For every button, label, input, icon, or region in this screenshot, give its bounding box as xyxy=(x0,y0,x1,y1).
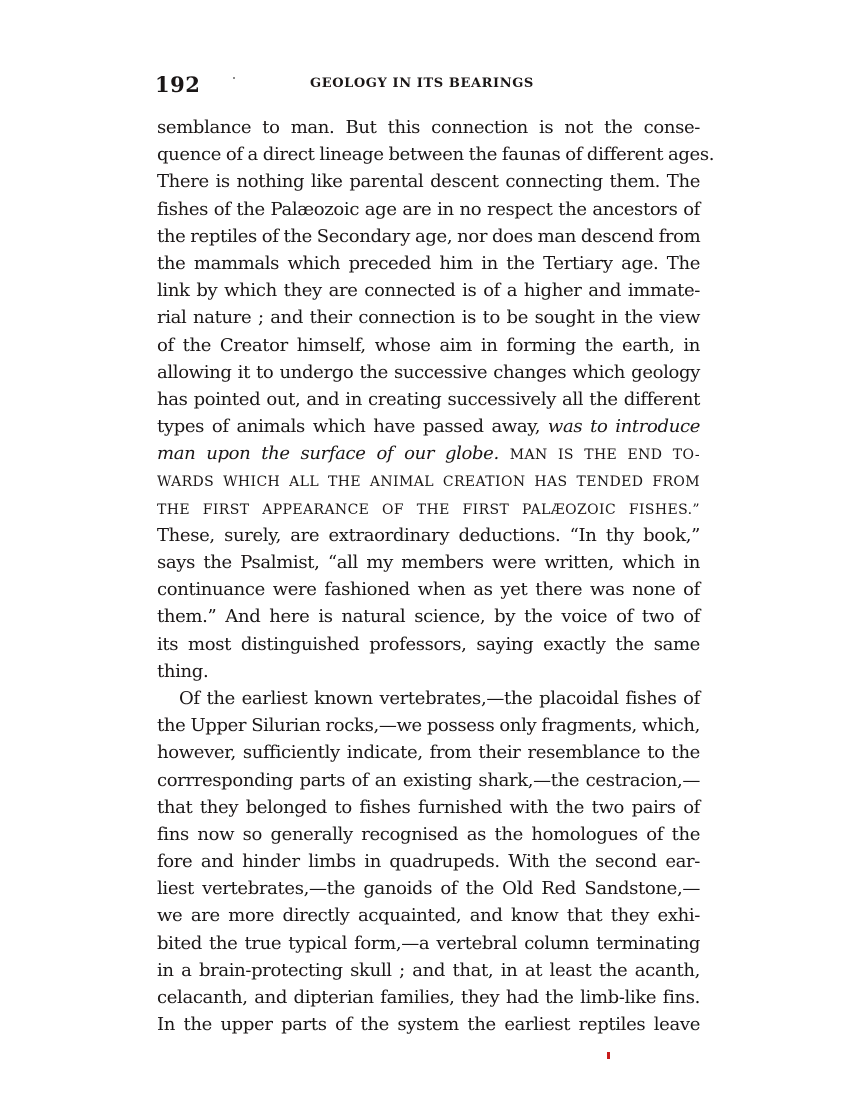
text-line: celacanth, and dipterian families, they had the limb-like fins. xyxy=(157,987,700,1008)
page-header xyxy=(155,72,700,96)
text-line: allowing it to undergo the successive changes which geology xyxy=(157,361,700,383)
text-line: There is nothing like parental descent connecting them. The xyxy=(157,171,700,193)
text-line: corrresponding parts of an existing shark,—the cestracion,— xyxy=(157,769,700,791)
text-line-small-caps xyxy=(157,495,700,522)
text-line: fins now so generally recognised as the homologues of the xyxy=(157,823,700,845)
text-line: has pointed out, and in creating successively all the different xyxy=(157,388,700,410)
text-line: in a brain-protecting skull ; and that, in at least the acanth, xyxy=(157,959,700,981)
text-line: fishes of the Palæozoic age are in no respect the ancestors of xyxy=(157,198,700,220)
text-line: the reptiles of the Secondary age, nor does man descend from xyxy=(157,225,701,247)
text-line: liest vertebrates,—the ganoids of the Old Red Sandstone,— xyxy=(157,878,700,900)
small-caps-span: THE FIRST APPEARANCE OF THE FIRST PALÆOZOIC FISHES.” xyxy=(157,501,700,518)
text-line: of the Creator himself, whose aim in forming the earth, in xyxy=(157,334,700,356)
text-span: types of animals which have passed away, xyxy=(157,416,548,438)
text-line: semblance to man. But this connection is not the conse- xyxy=(157,117,700,138)
text-line: link by which they are connected is of a higher and immate- xyxy=(157,280,700,302)
text-line: rial nature ; and their connection is to be sought in the view xyxy=(157,307,700,329)
text-line: fore and hinder limbs in quadrupeds. With the second ear- xyxy=(157,851,700,873)
text-line: In the upper parts of the system the earliest reptiles leave xyxy=(157,1014,700,1036)
text-line: bited the true typical form,—a vertebral column terminating xyxy=(157,932,700,954)
text-line: its most distinguished professors, saying exactly the same xyxy=(157,633,700,655)
text-line-small-caps xyxy=(157,467,700,494)
text-line: quence of a direct lineage between the faunas of different ages. xyxy=(157,144,715,166)
stray-red-mark xyxy=(607,1052,610,1059)
page-number: 192 xyxy=(155,72,201,97)
text-line-mixed xyxy=(157,440,700,467)
text-line: says the Psalmist, “all my members were written, which in xyxy=(157,552,700,573)
text-line-mixed xyxy=(157,413,700,440)
text-line: continuance were fashioned when as yet there was none of xyxy=(157,579,700,601)
print-speck xyxy=(233,77,235,79)
text-line: them.” And here is natural science, by the voice of two of xyxy=(157,606,700,628)
italic-span: man upon the surface of our globe. xyxy=(157,443,499,465)
paragraph-start-line: Of the earliest known vertebrates,—the placoidal fishes of xyxy=(179,687,700,709)
small-caps-span: MAN IS THE END TO- xyxy=(509,447,700,464)
running-head: GEOLOGY IN ITS BEARINGS xyxy=(310,76,534,91)
text-line: These, surely, are extraordinary deductions. “In thy book,” xyxy=(157,524,700,546)
text-line: however, sufficiently indicate, from their resemblance to the xyxy=(157,742,700,764)
text-line: we are more directly acquainted, and know that they exhi- xyxy=(157,905,700,927)
text-line: that they belonged to fishes furnished with the two pairs of xyxy=(157,796,700,818)
paragraph-end-line: thing. xyxy=(157,660,209,682)
body-text xyxy=(157,114,715,1038)
text-line: the Upper Silurian rocks,—we possess only fragments, which, xyxy=(157,715,700,737)
text-line: the mammals which preceded him in the Tertiary age. The xyxy=(157,252,700,274)
small-caps-span: WARDS WHICH ALL THE ANIMAL CREATION HAS TENDED FROM xyxy=(157,474,700,491)
italic-span: was to introduce xyxy=(547,416,700,438)
